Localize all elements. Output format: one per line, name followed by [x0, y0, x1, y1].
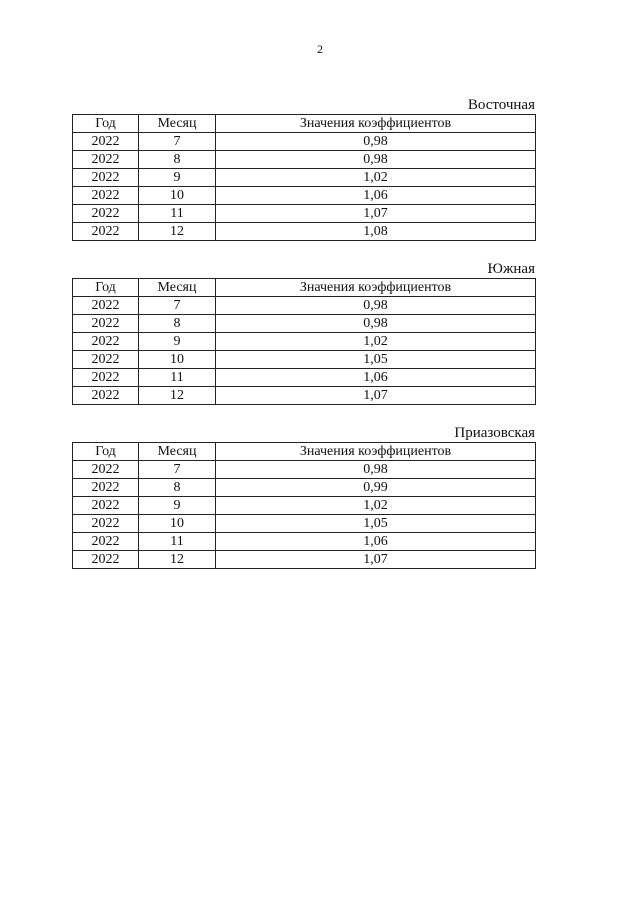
table-row: [73, 333, 536, 351]
coefficients-table: [72, 114, 536, 241]
table-row: [73, 479, 536, 497]
table-row: [73, 551, 536, 569]
cell-coefficient: 1,02: [216, 169, 536, 187]
cell-year: 2022: [73, 369, 139, 387]
table-row: [73, 369, 536, 387]
cell-year: 2022: [73, 497, 139, 515]
cell-month: 9: [139, 497, 216, 515]
cell-year: 2022: [73, 387, 139, 405]
table-row: [73, 315, 536, 333]
table-header-row: [73, 279, 536, 297]
cell-coefficient: 0,98: [216, 151, 536, 169]
cell-year: 2022: [73, 533, 139, 551]
table-row: [73, 187, 536, 205]
cell-coefficient: 1,06: [216, 369, 536, 387]
table-header-row: [73, 115, 536, 133]
cell-year: 2022: [73, 151, 139, 169]
cell-month: 12: [139, 223, 216, 241]
header-coefficient: Значения коэффициентов: [216, 115, 536, 133]
table-row: [73, 497, 536, 515]
table-row: [73, 133, 536, 151]
cell-month: 7: [139, 297, 216, 315]
cell-year: 2022: [73, 479, 139, 497]
cell-year: 2022: [73, 169, 139, 187]
table-row: [73, 205, 536, 223]
cell-month: 10: [139, 187, 216, 205]
cell-year: 2022: [73, 333, 139, 351]
table-row: [73, 461, 536, 479]
cell-month: 8: [139, 151, 216, 169]
cell-year: 2022: [73, 187, 139, 205]
cell-coefficient: 0,98: [216, 133, 536, 151]
header-year: Год: [73, 279, 139, 297]
cell-year: 2022: [73, 133, 139, 151]
cell-month: 8: [139, 479, 216, 497]
header-month: Месяц: [139, 115, 216, 133]
cell-coefficient: 1,02: [216, 497, 536, 515]
cell-coefficient: 1,05: [216, 515, 536, 533]
table-row: [73, 387, 536, 405]
cell-year: 2022: [73, 223, 139, 241]
header-coefficient: Значения коэффициентов: [216, 443, 536, 461]
section-title: Приазовская: [454, 425, 535, 441]
cell-month: 12: [139, 387, 216, 405]
section-title: Южная: [487, 261, 535, 277]
section-vostochnaya: [72, 96, 535, 241]
cell-month: 11: [139, 369, 216, 387]
cell-coefficient: 1,08: [216, 223, 536, 241]
cell-coefficient: 1,07: [216, 551, 536, 569]
cell-coefficient: 0,98: [216, 297, 536, 315]
table-row: [73, 351, 536, 369]
cell-year: 2022: [73, 297, 139, 315]
cell-coefficient: 0,98: [216, 461, 536, 479]
cell-coefficient: 1,06: [216, 187, 536, 205]
cell-month: 11: [139, 533, 216, 551]
cell-year: 2022: [73, 551, 139, 569]
coefficients-table: [72, 442, 536, 569]
table-header-row: [73, 443, 536, 461]
cell-coefficient: 1,07: [216, 205, 536, 223]
coefficients-table: [72, 278, 536, 405]
cell-coefficient: 1,07: [216, 387, 536, 405]
table-row: [73, 297, 536, 315]
table-row: [73, 515, 536, 533]
cell-coefficient: 1,05: [216, 351, 536, 369]
cell-year: 2022: [73, 461, 139, 479]
section-yuzhnaya: [72, 260, 535, 405]
header-year: Год: [73, 115, 139, 133]
cell-coefficient: 0,99: [216, 479, 536, 497]
header-coefficient: Значения коэффициентов: [216, 279, 536, 297]
cell-coefficient: 1,02: [216, 333, 536, 351]
table-row: [73, 223, 536, 241]
header-month: Месяц: [139, 443, 216, 461]
table-row: [73, 533, 536, 551]
cell-year: 2022: [73, 315, 139, 333]
cell-year: 2022: [73, 351, 139, 369]
table-row: [73, 169, 536, 187]
cell-month: 12: [139, 551, 216, 569]
cell-month: 8: [139, 315, 216, 333]
table-row: [73, 151, 536, 169]
cell-year: 2022: [73, 205, 139, 223]
cell-coefficient: 0,98: [216, 315, 536, 333]
cell-year: 2022: [73, 515, 139, 533]
cell-month: 7: [139, 461, 216, 479]
section-priazovskaya: [72, 424, 535, 569]
cell-month: 10: [139, 515, 216, 533]
section-title: Восточная: [467, 97, 535, 113]
cell-month: 9: [139, 333, 216, 351]
header-month: Месяц: [139, 279, 216, 297]
cell-month: 10: [139, 351, 216, 369]
page-number: 2: [317, 42, 323, 56]
cell-month: 9: [139, 169, 216, 187]
cell-month: 7: [139, 133, 216, 151]
cell-coefficient: 1,06: [216, 533, 536, 551]
cell-month: 11: [139, 205, 216, 223]
header-year: Год: [73, 443, 139, 461]
